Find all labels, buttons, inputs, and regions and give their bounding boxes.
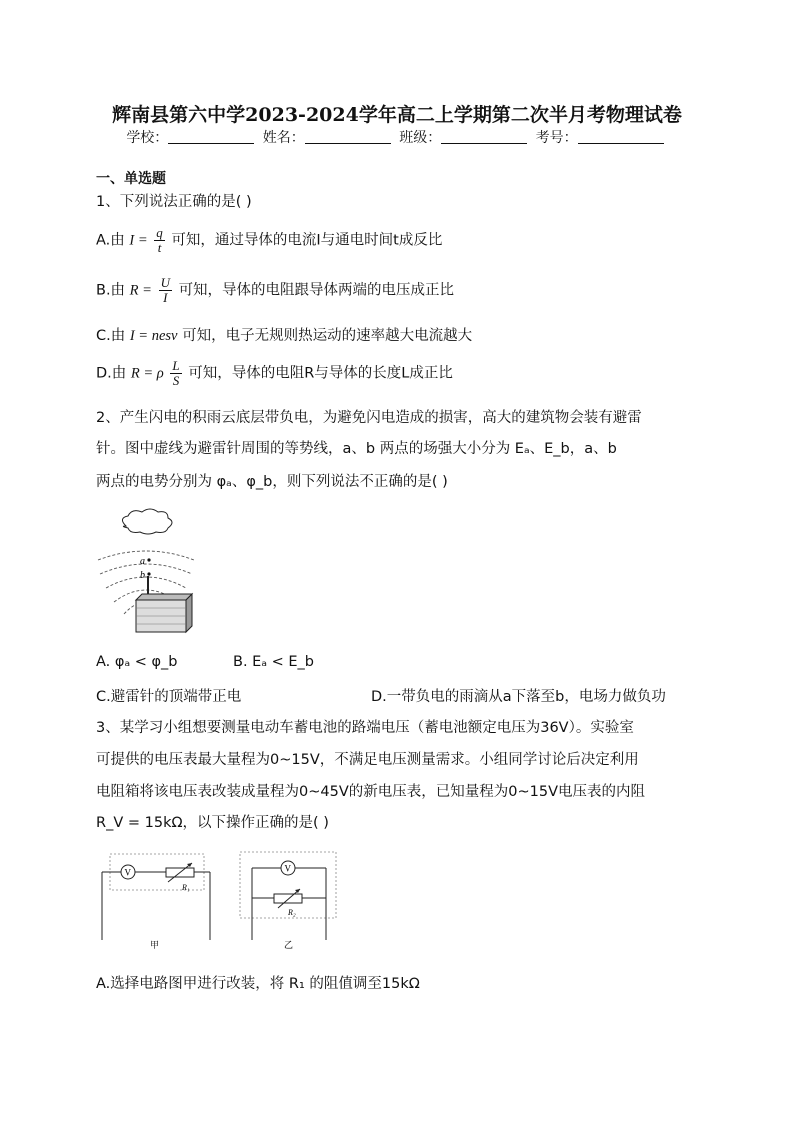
q1-c-pre: C.由	[96, 328, 126, 344]
yi-r2-label: R₂	[288, 908, 296, 917]
q1-d-lhs: R = ρ	[130, 365, 164, 382]
q1-stem: 1、下列说法正确的是( )	[96, 194, 252, 210]
school-label: 学校：	[126, 130, 169, 146]
q1-b-den: I	[163, 290, 168, 305]
q1-a-num: q	[156, 225, 163, 240]
q1-b-fraction	[159, 276, 172, 305]
q3-option-a: A.选择电路图甲进行改装，将 R₁ 的阻值调至15kΩ	[96, 976, 420, 992]
q1-a-den: t	[157, 240, 162, 255]
number-label: 考号：	[535, 130, 578, 146]
q1-d-pre: D.由	[96, 365, 127, 382]
q2-line-3: 两点的电势分别为 φₐ、φ_b，则下列说法不正确的是( )	[96, 474, 448, 490]
q1-d-post: 可知，导体的电阻R与导体的长度L成正比	[188, 365, 453, 382]
q1-c-post: 可知，电子无规则热运动的速率越大电流越大	[182, 328, 473, 344]
yi-caption: 乙	[284, 941, 294, 951]
circuit-jia	[102, 854, 210, 951]
class-blank[interactable]	[441, 129, 527, 144]
q3-line-4: R_V = 15kΩ，以下操作正确的是( )	[96, 815, 329, 831]
yi-voltmeter-label: V	[284, 863, 291, 874]
q1-b-num: U	[160, 275, 170, 290]
point-a-label: a	[140, 556, 145, 567]
q1-c-eq: I = nesv	[129, 328, 178, 344]
lightning-rod-figure	[96, 508, 206, 640]
q2-option-b: B. Eₐ < E_b	[233, 654, 314, 670]
page-title: 辉南县第六中学2023-2024学年高二上学期第二次半月考物理试卷	[112, 104, 682, 126]
q1-d-num: L	[172, 358, 180, 373]
q1-d-den: S	[172, 373, 180, 388]
q1-b-lhs: R =	[129, 282, 152, 299]
q1-a-lhs: I =	[129, 232, 148, 249]
q2-option-d: D.一带负电的雨滴从a下落至b，电场力做负功	[371, 689, 666, 705]
q2-option-a: A. φₐ < φ_b	[96, 654, 178, 670]
point-a-marker	[147, 558, 150, 561]
q1-a-post: 可知，通过导体的电流I与通电时间t成反比	[171, 232, 443, 249]
q3-line-2: 可提供的电压表最大量程为0~15V，不满足电压测量需求。小组同学讨论后决定利用	[96, 752, 639, 768]
student-info-row	[0, 127, 794, 147]
q1-b-pre: B.由	[96, 282, 126, 299]
name-label: 姓名：	[262, 130, 305, 146]
q1-option-d	[96, 359, 453, 388]
jia-r1-label: R₁	[182, 883, 190, 892]
q1-a-fraction	[154, 226, 165, 255]
circuit-figures	[96, 848, 346, 953]
q1-option-c	[96, 324, 472, 345]
point-b-label: b	[140, 570, 145, 581]
q1-option-a	[96, 226, 442, 255]
q2-option-c: C.避雷针的顶端带正电	[96, 689, 242, 705]
q1-a-pre: A.由	[96, 232, 125, 249]
q1-option-b	[96, 276, 454, 305]
q1-d-fraction	[170, 359, 181, 388]
number-blank[interactable]	[578, 129, 664, 144]
q3-line-1: 3、某学习小组想要测量电动车蓄电池的路端电压（蓄电池额定电压为36V）。实验室	[96, 720, 634, 736]
jia-caption: 甲	[150, 941, 160, 951]
q1-b-post: 可知，导体的电阻跟导体两端的电压成正比	[178, 282, 455, 299]
school-blank[interactable]	[168, 129, 254, 144]
jia-voltmeter-label: V	[124, 867, 131, 878]
section-heading: 一、单选题	[96, 171, 166, 187]
name-blank[interactable]	[305, 129, 391, 144]
class-label: 班级：	[399, 130, 442, 146]
point-b-marker	[147, 572, 150, 575]
q2-line-1: 2、产生闪电的积雨云底层带负电，为避免闪电造成的损害，高大的建筑物会装有避雷	[96, 410, 642, 426]
q2-line-2: 针。图中虚线为避雷针周围的等势线，a、b 两点的场强大小分为 Eₐ、E_b，a、b	[96, 441, 617, 457]
q3-line-3: 电阻箱将该电压表改装成量程为0~45V的新电压表，已知量程为0~15V电压表的内阻	[96, 784, 645, 800]
circuit-yi	[240, 852, 336, 951]
